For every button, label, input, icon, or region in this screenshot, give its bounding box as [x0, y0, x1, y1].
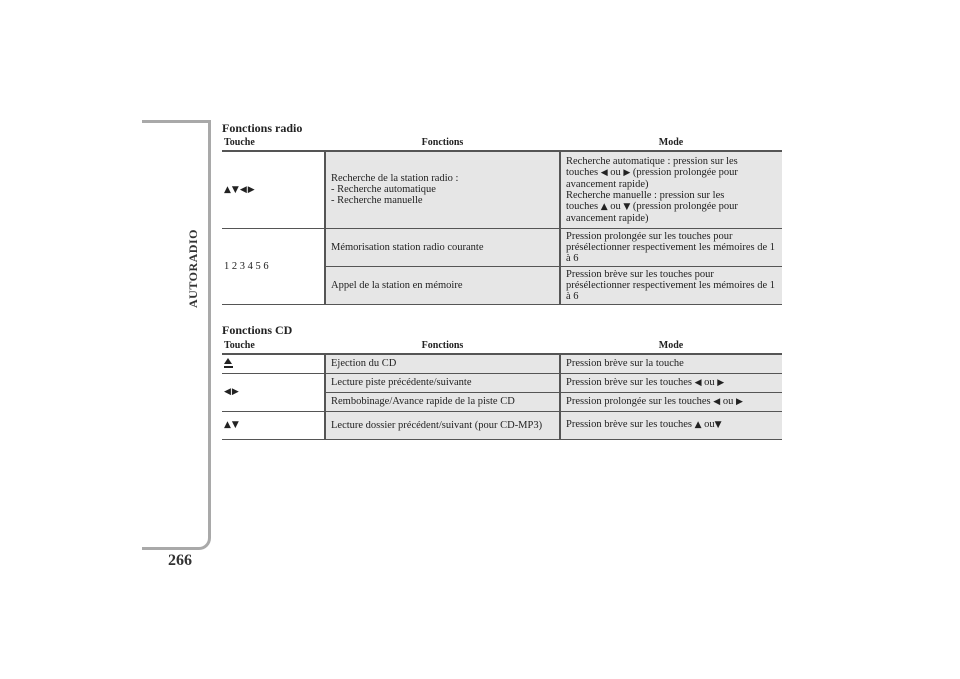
page-number: 266 — [168, 552, 192, 569]
touche-up-down — [222, 411, 325, 439]
header-touche: Touche — [222, 338, 325, 354]
arrow-left-icon: ◀ — [600, 167, 608, 178]
mode-text: Pression brève sur les touches — [566, 376, 695, 388]
fonction-cell — [325, 151, 560, 228]
mode-text: (pression prolongée pour — [630, 200, 738, 212]
arrow-up-icon: ▲ — [694, 420, 702, 430]
fonction-cell: Mémorisation station radio courante — [325, 228, 560, 266]
arrow-left-right-icon: ◀▶ — [224, 387, 240, 397]
fonction-line: Recherche de la station radio : — [331, 173, 459, 185]
mode-text: ou — [607, 166, 624, 178]
radio-table — [222, 135, 782, 305]
fonction-line: - Recherche manuelle — [331, 195, 423, 207]
mode-text: touches — [566, 200, 601, 212]
mode-cell — [560, 151, 782, 228]
mode-text: Pression prolongée sur les touches — [566, 395, 714, 407]
mode-text: Pression brève sur les touches — [566, 419, 695, 430]
header-fonctions: Fonctions — [325, 338, 560, 354]
mode-line: avancement rapide) — [566, 178, 649, 190]
radio-section-title: Fonctions radio — [222, 121, 303, 135]
side-label: AUTORADIO — [186, 229, 200, 308]
arrow-left-icon: ◀ — [694, 377, 702, 388]
fonction-cell: Lecture dossier précédent/suivant (pour CD-MP3) — [325, 411, 560, 439]
mode-text: ou — [701, 419, 715, 430]
mode-cell: Pression prolongée sur les touches pour présélectionner respectivement les mémoires de 1 à 6 — [560, 228, 782, 266]
touche-eject — [222, 354, 325, 373]
header-touche: Touche — [222, 135, 325, 151]
eject-icon — [224, 358, 233, 368]
arrow-right-icon: ▶ — [717, 377, 725, 388]
mode-text: ou — [701, 376, 718, 388]
margin-bar — [142, 120, 211, 550]
mode-line: Recherche manuelle : pression sur les — [566, 189, 725, 201]
cd-section-title: Fonctions CD — [222, 323, 293, 337]
fonction-cell: Rembobinage/Avance rapide de la piste CD — [325, 392, 560, 411]
arrow-left-icon: ◀ — [713, 396, 721, 407]
arrow-right-icon: ▶ — [623, 167, 631, 178]
mode-text: ou — [607, 200, 624, 212]
arrow-keys-icon: ▲▼◀▶ — [224, 184, 256, 195]
cd-table — [222, 338, 782, 440]
table-row — [222, 151, 782, 228]
arrow-right-icon: ▶ — [735, 396, 743, 407]
mode-text: touches — [566, 166, 601, 178]
mode-line — [566, 201, 777, 213]
table-row — [222, 411, 782, 439]
arrow-up-icon: ▲ — [600, 201, 608, 212]
table-row — [222, 354, 782, 373]
table-row — [222, 228, 782, 266]
arrow-down-icon: ▼ — [623, 201, 631, 212]
table-row — [222, 373, 782, 392]
mode-text: (pression prolongée pour — [630, 166, 738, 178]
touche-numbers: 1 2 3 4 5 6 — [222, 228, 325, 304]
fonction-cell: Lecture piste précédente/suivante — [325, 373, 560, 392]
mode-line — [566, 167, 777, 179]
fonction-cell: Appel de la station en mémoire — [325, 266, 560, 304]
mode-cell — [560, 411, 782, 439]
mode-cell: Pression brève sur les touches pour présélectionner respectivement les mémoires de 1 à 6 — [560, 266, 782, 304]
touche-arrows — [222, 151, 325, 228]
header-fonctions: Fonctions — [325, 135, 560, 151]
arrow-down-icon: ▼ — [714, 420, 722, 430]
mode-text: ou — [720, 395, 736, 407]
cd-header-row — [222, 338, 782, 354]
mode-cell — [560, 392, 782, 411]
mode-cell — [560, 373, 782, 392]
fonction-cell: Ejection du CD — [325, 354, 560, 373]
mode-cell: Pression brève sur la touche — [560, 354, 782, 373]
header-mode: Mode — [560, 135, 782, 151]
mode-line: Recherche automatique : pression sur les — [566, 155, 738, 167]
arrow-up-down-icon: ▲▼ — [224, 420, 240, 430]
touche-left-right — [222, 373, 325, 411]
mode-line: avancement rapide) — [566, 212, 649, 224]
radio-header-row — [222, 135, 782, 151]
header-mode: Mode — [560, 338, 782, 354]
fonction-line: - Recherche automatique — [331, 184, 436, 196]
